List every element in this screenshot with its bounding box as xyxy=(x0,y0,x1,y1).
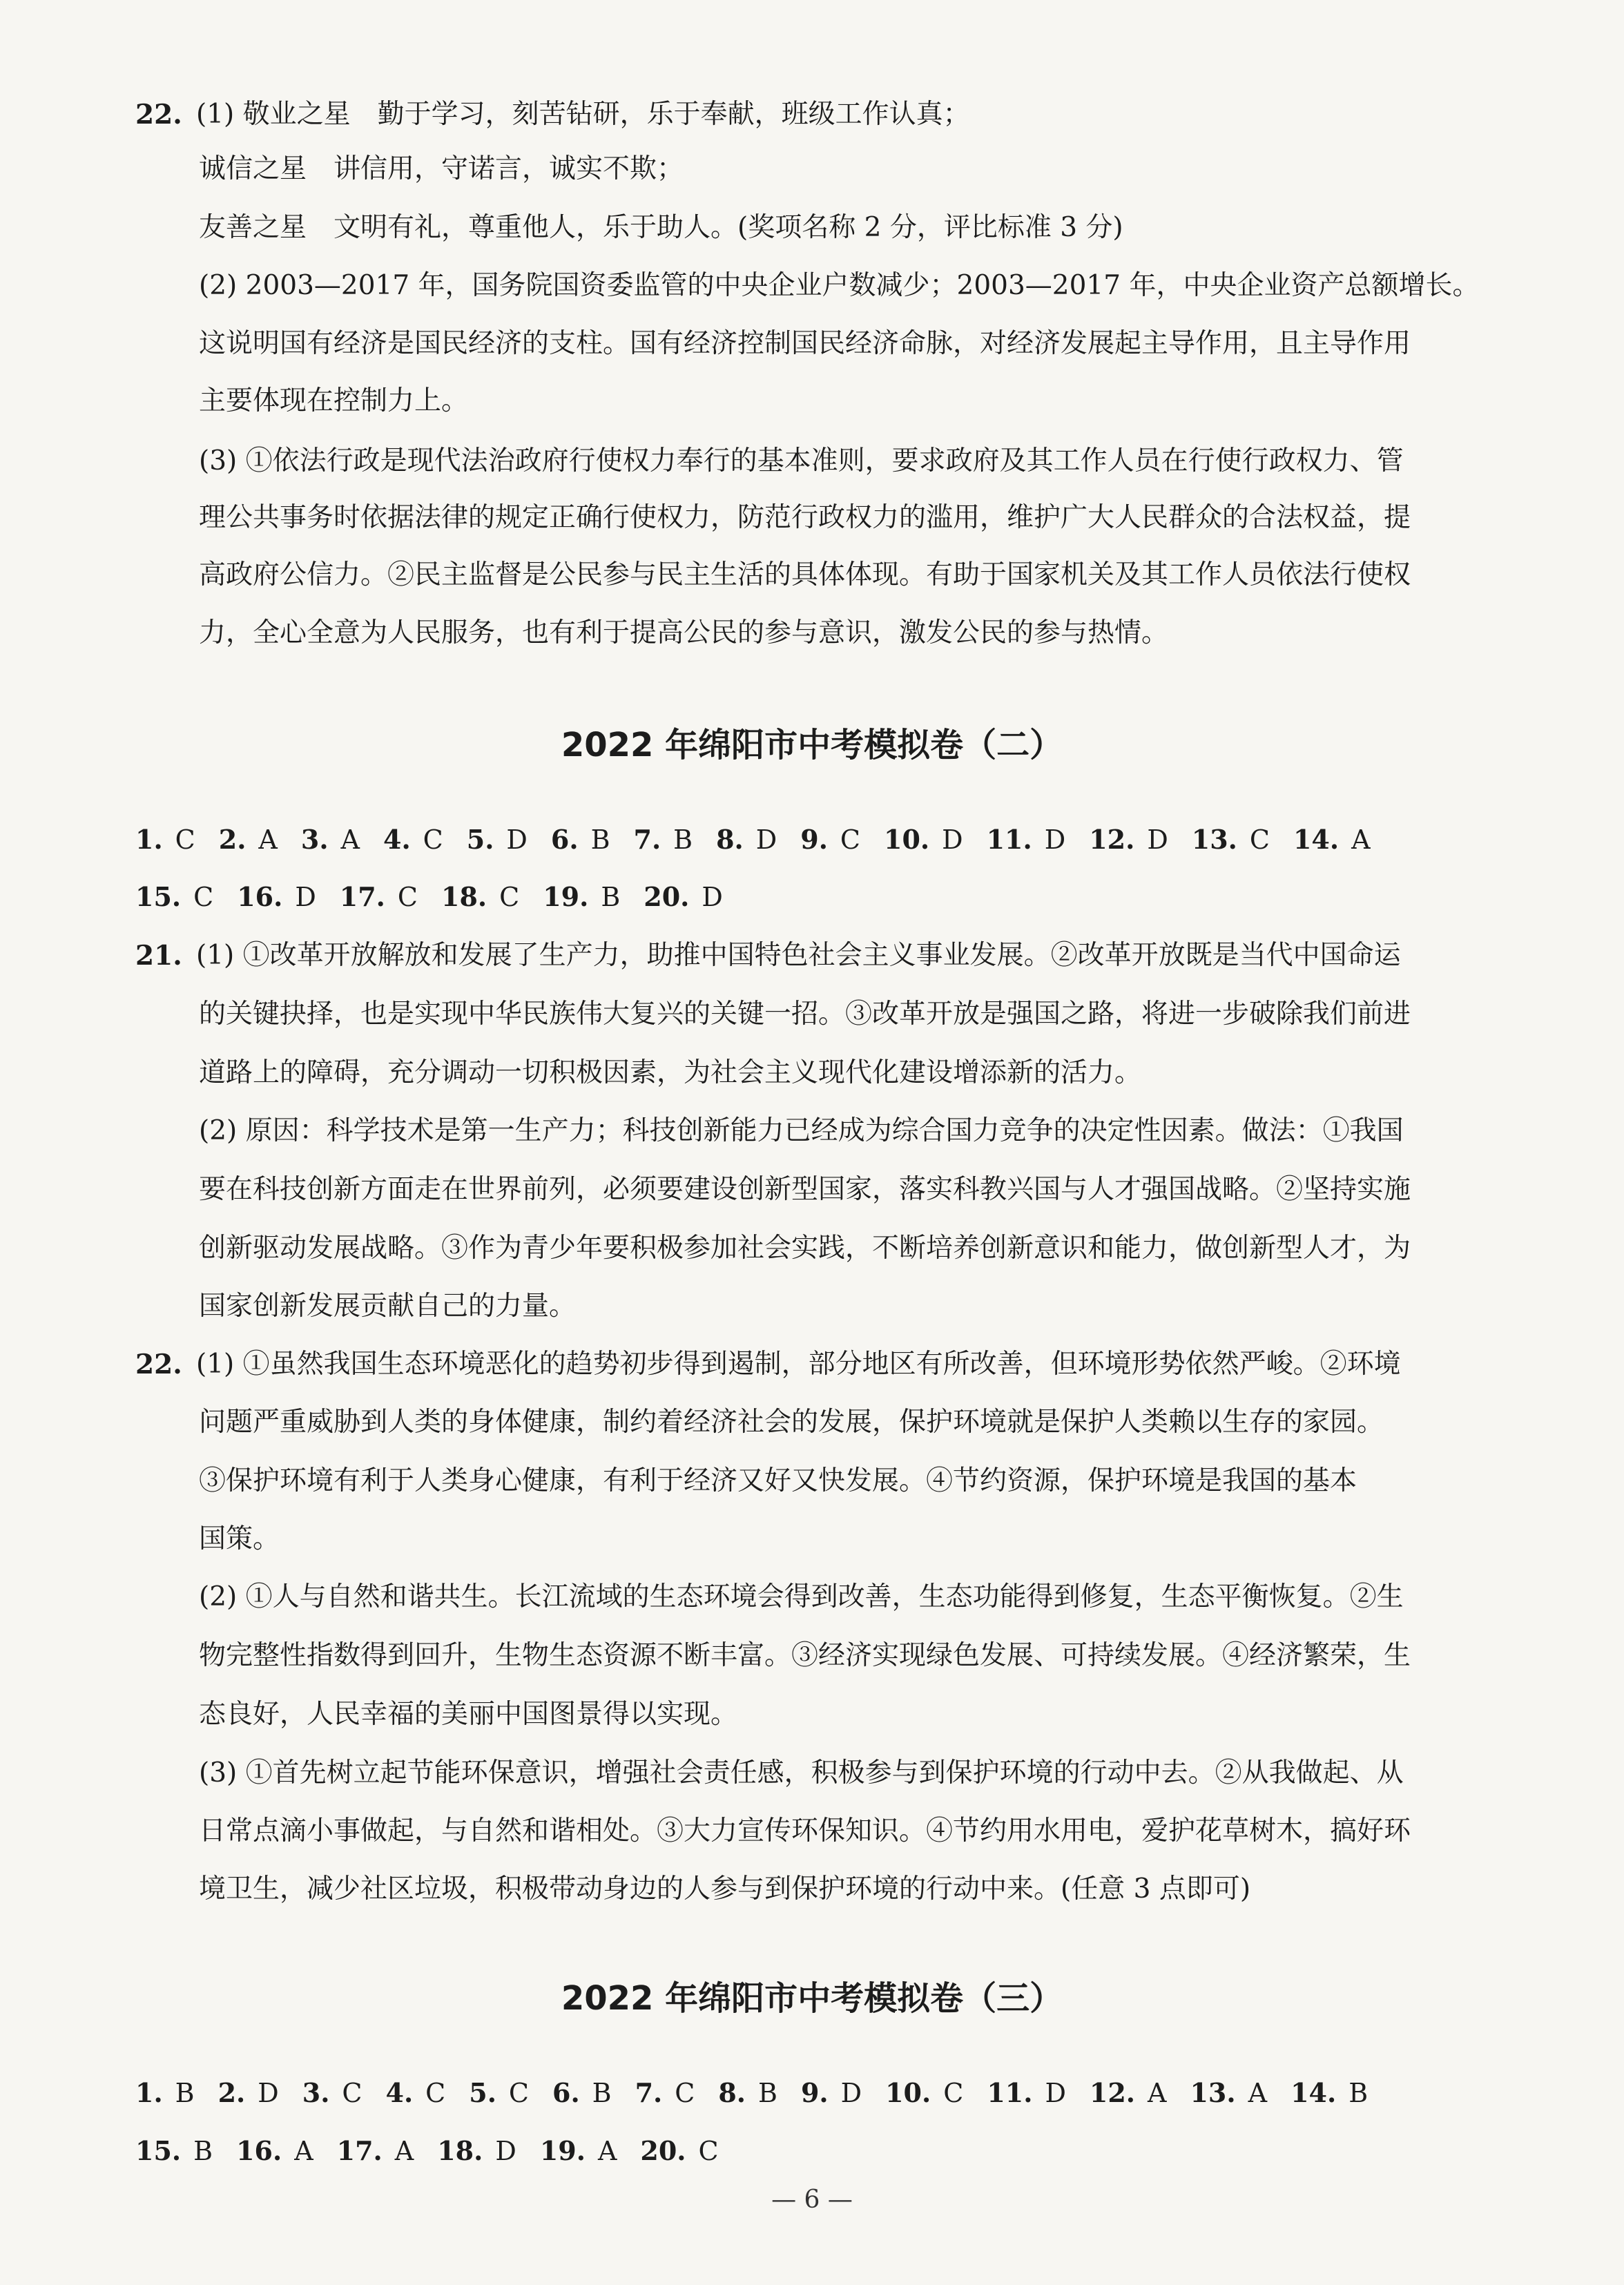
answer-choice: A xyxy=(340,825,360,855)
answer-number: 19. xyxy=(539,2135,586,2166)
answer-choice: D xyxy=(1045,2078,1066,2108)
answer-choice: D xyxy=(295,882,316,912)
answer-line: (1) 敬业之星 勤于学习，刻苦钻研，乐于奉献，班级工作认真； xyxy=(196,99,970,130)
answer-number: 18. xyxy=(437,2135,483,2166)
answer-line: 诚信之星 讲信用，守诺言，诚实不欺； xyxy=(199,153,684,184)
answer-choice: A xyxy=(1148,2078,1167,2108)
answer-choice: D xyxy=(258,2078,279,2108)
answer-line: 创新驱动发展战略。③作为青少年要积极参加社会实践，不断培养创新意识和能力，做创新型人才，为 xyxy=(199,1233,1411,1264)
answer-number: 20. xyxy=(644,881,690,912)
answer-choice: C xyxy=(499,882,520,912)
answer-number: 15. xyxy=(135,2135,182,2166)
answer-number: 3. xyxy=(300,824,329,855)
mc-answers-row xyxy=(135,878,746,916)
answer-choice: B xyxy=(592,2078,612,2108)
mc-answers-row xyxy=(135,2074,1391,2112)
answer-choice: B xyxy=(758,2078,777,2108)
answer-choice: D xyxy=(506,825,528,855)
answer-number: 10. xyxy=(885,2077,931,2108)
answer-line: 友善之星 文明有礼，尊重他人，乐于助人。(奖项名称 2 分，评比标准 3 分) xyxy=(199,212,1123,243)
answer-choice: D xyxy=(755,825,777,855)
section-title: 2022 年绵阳市中考模拟卷（二） xyxy=(561,726,1063,764)
answer-number: 16. xyxy=(237,881,283,912)
answer-line: (3) ①首先树立起节能环保意识，增强社会责任感，积极参与到保护环境的行动中去。②从我做起、从 xyxy=(199,1757,1404,1789)
answer-number: 14. xyxy=(1293,824,1340,855)
answer-number: 18. xyxy=(441,881,487,912)
answer-line: 问题严重威胁到人类的身体健康，制约着经济社会的发展，保护环境就是保护人类赖以生存的家园。 xyxy=(199,1407,1384,1438)
answer-choice: C xyxy=(943,2078,964,2108)
answer-choice: A xyxy=(294,2136,313,2166)
answer-number: 7. xyxy=(633,824,661,855)
answer-number: 4. xyxy=(383,824,411,855)
answer-line: (2) 2003—2017 年，国务院国资委监管的中央企业户数减少；2003—2017 年，中央企业资产总额增长。 xyxy=(199,270,1480,301)
answer-number: 17. xyxy=(339,881,385,912)
section-title: 2022 年绵阳市中考模拟卷（三） xyxy=(561,1979,1063,2018)
mc-answers-row xyxy=(135,2132,742,2170)
answer-line: (2) 原因：科学技术是第一生产力；科技创新能力已经成为综合国力竞争的决定性因素。做法：①我国 xyxy=(199,1115,1404,1146)
answer-choice: D xyxy=(1147,825,1168,855)
answer-number: 3. xyxy=(302,2077,330,2108)
answer-line: 理公共事务时依据法律的规定正确行使权力，防范行政权力的滥用，维护广大人民群众的合法权益，提 xyxy=(199,502,1411,533)
answer-number: 1. xyxy=(135,824,163,855)
answer-choice: C xyxy=(425,2078,446,2108)
answer-choice: A xyxy=(394,2136,414,2166)
answer-line: (1) ①改革开放解放和发展了生产力，助推中国特色社会主义事业发展。②改革开放既是当代中国命运 xyxy=(196,940,1401,971)
answer-line: 日常点滴小事做起，与自然和谐相处。③大力宣传环保知识。④节约用水用电，爱护花草树木，搞好环 xyxy=(199,1815,1411,1847)
answer-line: 物完整性指数得到回升，生物生态资源不断丰富。③经济实现绿色发展、可持续发展。④经济繁荣，生 xyxy=(199,1640,1411,1671)
answer-choice: A xyxy=(258,825,278,855)
answer-number: 8. xyxy=(716,824,744,855)
answer-number: 6. xyxy=(550,824,579,855)
answer-number: 15. xyxy=(135,881,182,912)
answer-number: 9. xyxy=(800,824,828,855)
answer-number: 13. xyxy=(1191,824,1237,855)
answer-number: 1. xyxy=(135,2077,163,2108)
answer-choice: C xyxy=(698,2136,719,2166)
answer-line: (1) ①虽然我国生态环境恶化的趋势初步得到遏制，部分地区有所改善，但环境形势依然严峻。②环境 xyxy=(196,1349,1401,1380)
answer-line: 国家创新发展贡献自己的力量。 xyxy=(199,1291,577,1322)
question-number: 22. xyxy=(135,99,182,131)
answer-line: 要在科技创新方面走在世界前列，必须要建设创新型国家，落实科教兴国与人才强国战略。②坚持实施 xyxy=(199,1174,1411,1205)
answer-choice: B xyxy=(673,825,693,855)
answer-number: 10. xyxy=(884,824,930,855)
answer-choice: B xyxy=(193,2136,213,2166)
answer-number: 9. xyxy=(800,2077,829,2108)
answer-number: 2. xyxy=(218,2077,246,2108)
answer-choice: B xyxy=(601,882,621,912)
answer-number: 2. xyxy=(218,824,246,855)
answer-choice: B xyxy=(590,825,610,855)
page-number: — 6 — xyxy=(771,2186,853,2214)
answer-number: 17. xyxy=(336,2135,383,2166)
answer-choice: A xyxy=(597,2136,617,2166)
answer-number: 6. xyxy=(552,2077,580,2108)
answer-number: 5. xyxy=(466,824,494,855)
answer-choice: C xyxy=(423,825,443,855)
answer-choice: C xyxy=(840,825,860,855)
answer-line: 主要体现在控制力上。 xyxy=(199,385,469,416)
answer-choice: C xyxy=(1249,825,1270,855)
question-number: 21. xyxy=(135,940,182,972)
answer-line: 道路上的障碍，充分调动一切积极因素，为社会主义现代化建设增添新的活力。 xyxy=(199,1057,1142,1088)
answer-number: 12. xyxy=(1089,2077,1136,2108)
answer-number: 4. xyxy=(385,2077,414,2108)
answer-line: (2) ①人与自然和谐共生。长江流域的生态环境会得到改善，生态功能得到修复，生态平衡恢复。②生 xyxy=(199,1581,1404,1612)
answer-line: 境卫生，减少社区垃圾，积极带动身边的人参与到保护环境的行动中来。(任意 3 点即可) xyxy=(199,1873,1251,1905)
answer-choice: B xyxy=(1348,2078,1369,2108)
answer-number: 7. xyxy=(635,2077,663,2108)
answer-choice: A xyxy=(1248,2078,1268,2108)
answer-choice: B xyxy=(175,2078,195,2108)
answer-line: 国策。 xyxy=(199,1523,280,1554)
answer-choice: D xyxy=(1044,825,1066,855)
answer-number: 8. xyxy=(718,2077,746,2108)
answer-choice: D xyxy=(702,882,723,912)
answer-line: 的关键抉择，也是实现中华民族伟大复兴的关键一招。③改革开放是强国之路，将进一步破除我们前进 xyxy=(199,999,1411,1030)
answer-number: 11. xyxy=(986,824,1032,855)
answer-line: ③保护环境有利于人类身心健康，有利于经济又好又快发展。④节约资源，保护环境是我国的基本 xyxy=(199,1465,1357,1496)
answer-number: 16. xyxy=(236,2135,282,2166)
question-number: 22. xyxy=(135,1349,182,1380)
answer-number: 13. xyxy=(1190,2077,1236,2108)
answer-line: 力，全心全意为人民服务，也有利于提高公民的参与意识，激发公民的参与热情。 xyxy=(199,617,1169,648)
answer-number: 14. xyxy=(1290,2077,1337,2108)
answer-number: 19. xyxy=(543,881,589,912)
answer-choice: C xyxy=(675,2078,695,2108)
answer-choice: D xyxy=(840,2078,862,2108)
answer-choice: C xyxy=(193,882,214,912)
mc-answers-row xyxy=(135,820,1394,859)
answer-number: 12. xyxy=(1089,824,1135,855)
answer-choice: C xyxy=(342,2078,362,2108)
answer-number: 11. xyxy=(987,2077,1033,2108)
answer-line: 高政府公信力。②民主监督是公民参与民主生活的具体体现。有助于国家机关及其工作人员依法行使权 xyxy=(199,559,1411,590)
answer-choice: D xyxy=(495,2136,516,2166)
answer-line: 态良好，人民幸福的美丽中国图景得以实现。 xyxy=(199,1699,738,1730)
answer-choice: C xyxy=(397,882,418,912)
answer-choice: C xyxy=(175,825,195,855)
answer-line: (3) ①依法行政是现代法治政府行使权力奉行的基本准则，要求政府及其工作人员在行使行政权力、管 xyxy=(199,445,1404,476)
answer-number: 5. xyxy=(469,2077,496,2108)
answer-number: 20. xyxy=(640,2135,686,2166)
answer-choice: D xyxy=(942,825,963,855)
answer-choice: C xyxy=(508,2078,529,2108)
answer-line: 这说明国有经济是国民经济的支柱。国有经济控制国民经济命脉，对经济发展起主导作用，且主导作用 xyxy=(199,328,1411,359)
answer-choice: A xyxy=(1351,825,1371,855)
